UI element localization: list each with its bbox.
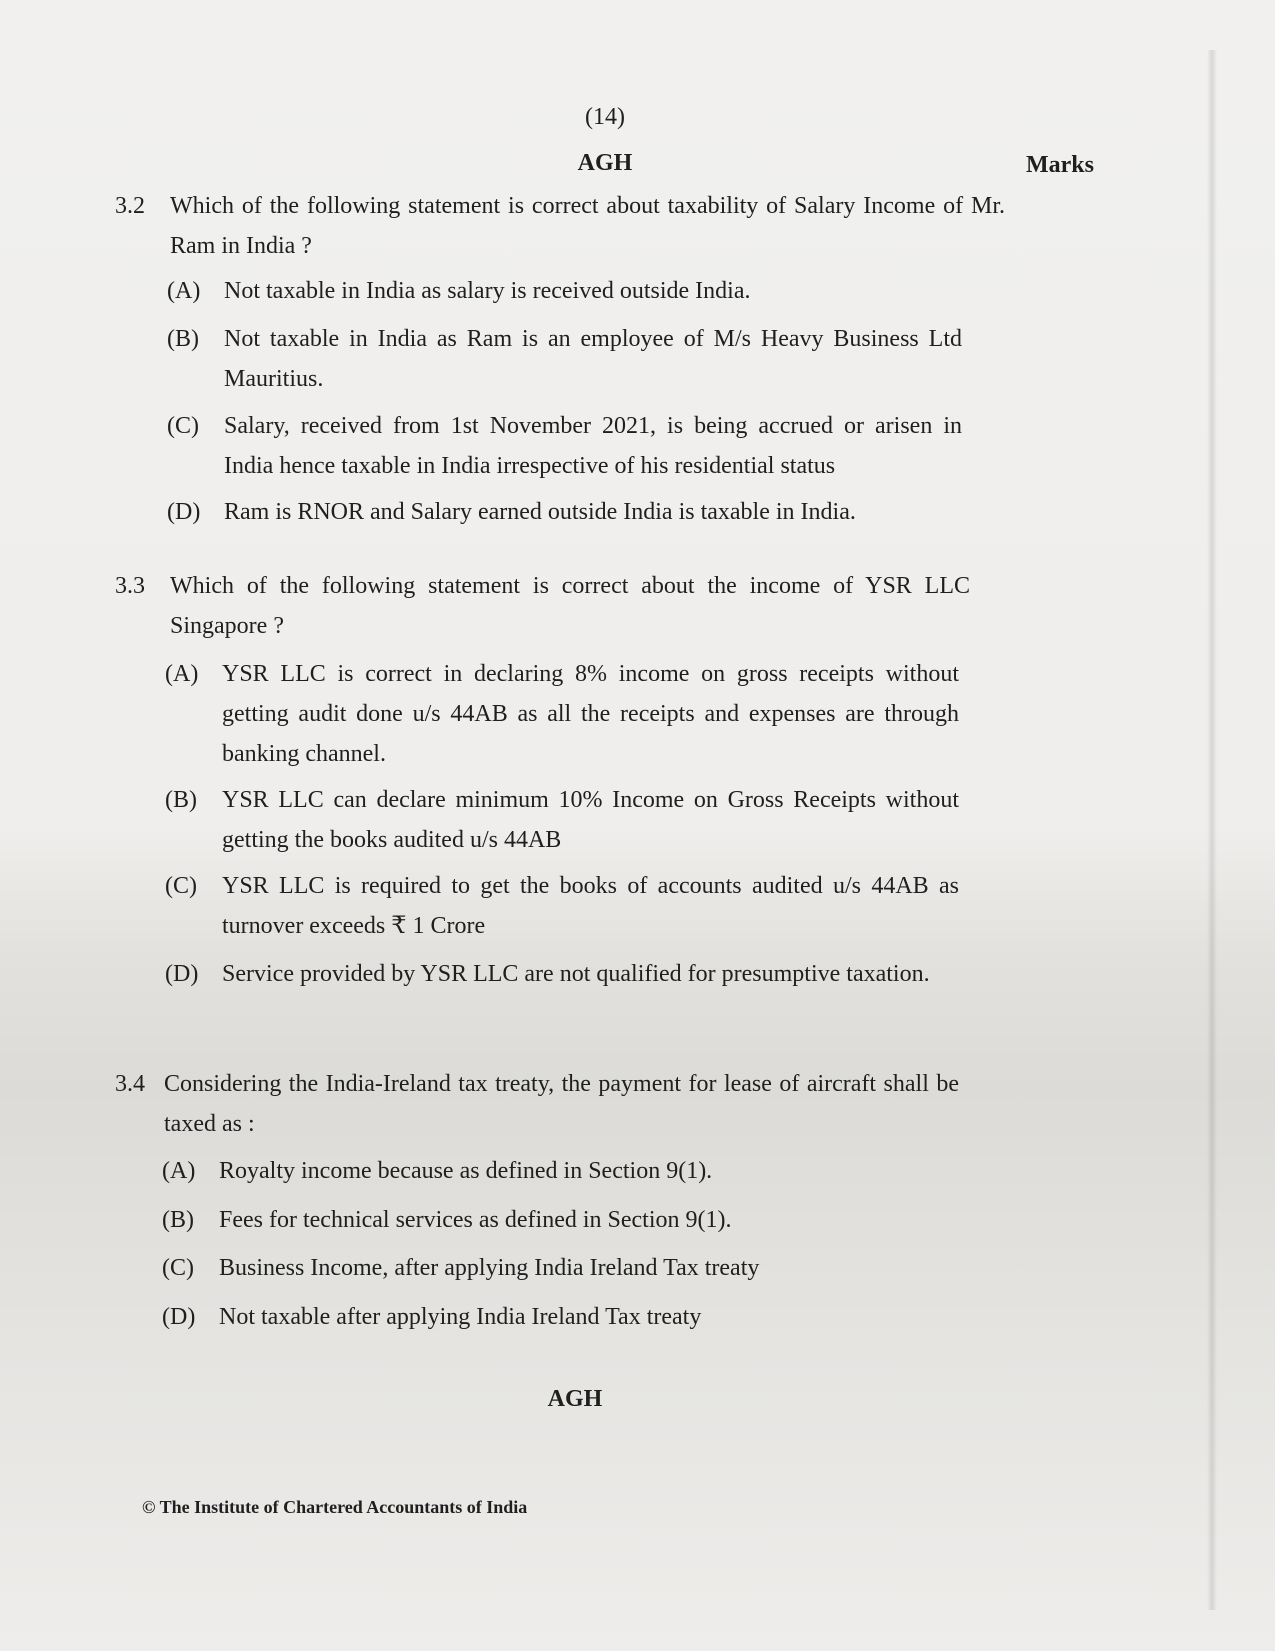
paper-code-footer: AGH: [547, 1386, 603, 1412]
option-label: (B): [165, 787, 197, 813]
option-text: Salary, received from 1st November 2021, is being accrued or arisen in India hence taxable in India irrespective of his residential status: [224, 413, 962, 479]
question-text: Considering the India-Ireland tax treaty, the payment for lease of aircraft shall be taxed as :: [164, 1071, 959, 1137]
option-text: Service provided by YSR LLC are not qualified for presumptive taxation.: [222, 961, 930, 987]
scan-shadow-edge: [1207, 50, 1217, 1610]
option-text: Ram is RNOR and Salary earned outside India is taxable in India.: [224, 499, 856, 525]
option-text: Not taxable after applying India Ireland Tax treaty: [219, 1304, 702, 1330]
option-label: (B): [167, 326, 199, 352]
option-label: (A): [167, 278, 201, 304]
option-label: (C): [167, 413, 199, 439]
option-text: YSR LLC can declare minimum 10% Income on Gross Receipts without getting the books audited u/s 44AB: [222, 787, 959, 853]
marks-column-label: Marks: [1026, 152, 1094, 178]
option-label: (B): [162, 1207, 194, 1233]
question-number: 3.3: [115, 573, 145, 599]
question-text: Which of the following statement is correct about the income of YSR LLC Singapore ?: [170, 573, 970, 639]
option-text: Not taxable in India as Ram is an employee of M/s Heavy Business Ltd Mauritius.: [224, 326, 962, 392]
copyright-notice: © The Institute of Chartered Accountants of India: [142, 1497, 528, 1517]
question-number: 3.4: [115, 1071, 145, 1097]
option-text: Not taxable in India as salary is received outside India.: [224, 278, 751, 304]
option-label: (C): [162, 1255, 194, 1281]
option-text: Fees for technical services as defined in Section 9(1).: [219, 1207, 732, 1233]
option-text: YSR LLC is required to get the books of accounts audited u/s 44AB as turnover exceeds ₹ 1 Crore: [222, 873, 959, 939]
option-text: YSR LLC is correct in declaring 8% income on gross receipts without getting audit done u/s 44AB as all the receipts and expenses are through banking channel.: [222, 661, 959, 767]
option-label: (D): [165, 961, 199, 987]
option-label: (D): [162, 1304, 196, 1330]
option-label: (C): [165, 873, 197, 899]
option-label: (D): [167, 499, 201, 525]
question-number: 3.2: [115, 193, 145, 219]
option-text: Business Income, after applying India Ireland Tax treaty: [219, 1255, 760, 1281]
option-label: (A): [165, 661, 199, 687]
question-text: Which of the following statement is correct about taxability of Salary Income of Mr. Ram in India ?: [170, 193, 1005, 259]
option-label: (A): [162, 1158, 196, 1184]
option-text: Royalty income because as defined in Section 9(1).: [219, 1158, 713, 1184]
page-number: (14): [585, 104, 625, 130]
paper-code-header: AGH: [577, 150, 633, 176]
